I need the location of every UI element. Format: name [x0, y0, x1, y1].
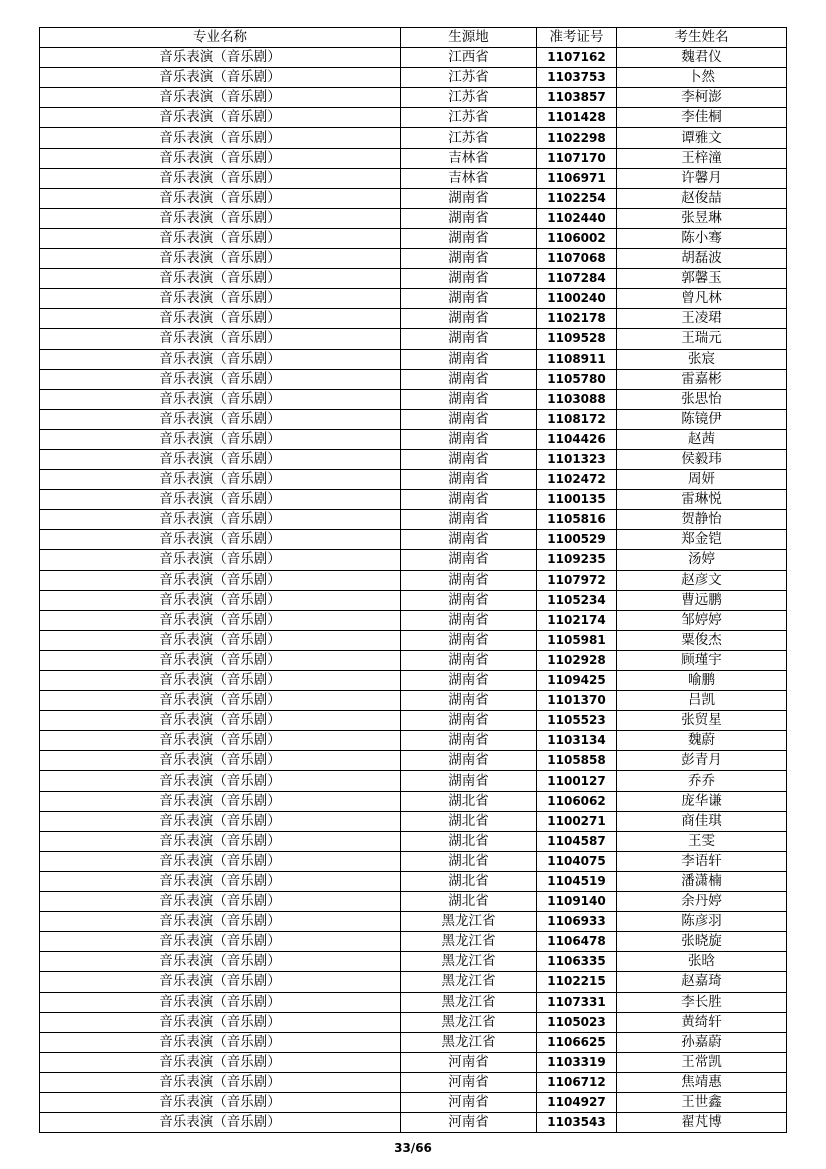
table-row [40, 1072, 787, 1092]
cell-name: 陈小骞 [617, 228, 787, 248]
table-row [40, 409, 787, 429]
table-row [40, 309, 787, 329]
cell-origin: 湖南省 [401, 249, 537, 269]
cell-name: 庞华谦 [617, 791, 787, 811]
cell-major: 音乐表演（音乐剧） [40, 510, 401, 530]
cell-exam-id: 1107162 [537, 48, 617, 68]
table-row [40, 249, 787, 269]
cell-name: 王雯 [617, 831, 787, 851]
cell-major: 音乐表演（音乐剧） [40, 249, 401, 269]
table-row [40, 449, 787, 469]
cell-name: 李佳桐 [617, 108, 787, 128]
cell-name: 贺静怡 [617, 510, 787, 530]
cell-exam-id: 1103857 [537, 88, 617, 108]
table-row [40, 992, 787, 1012]
cell-name: 王凌珺 [617, 309, 787, 329]
cell-name: 赵彦文 [617, 570, 787, 590]
table-row [40, 329, 787, 349]
cell-name: 陈镜伊 [617, 409, 787, 429]
cell-origin: 江苏省 [401, 128, 537, 148]
cell-major: 音乐表演（音乐剧） [40, 1012, 401, 1032]
cell-origin: 江苏省 [401, 68, 537, 88]
cell-origin: 黑龙江省 [401, 952, 537, 972]
cell-origin: 黑龙江省 [401, 972, 537, 992]
cell-name: 王常凯 [617, 1052, 787, 1072]
cell-name: 许馨月 [617, 168, 787, 188]
cell-exam-id: 1102440 [537, 208, 617, 228]
table-row [40, 68, 787, 88]
cell-exam-id: 1109140 [537, 892, 617, 912]
cell-exam-id: 1101428 [537, 108, 617, 128]
cell-exam-id: 1102174 [537, 610, 617, 630]
cell-major: 音乐表演（音乐剧） [40, 751, 401, 771]
cell-major: 音乐表演（音乐剧） [40, 610, 401, 630]
cell-major: 音乐表演（音乐剧） [40, 449, 401, 469]
cell-origin: 湖南省 [401, 650, 537, 670]
cell-name: 张晗 [617, 952, 787, 972]
cell-major: 音乐表演（音乐剧） [40, 349, 401, 369]
table-row [40, 871, 787, 891]
cell-origin: 湖南省 [401, 369, 537, 389]
cell-exam-id: 1102928 [537, 650, 617, 670]
table-row [40, 831, 787, 851]
cell-exam-id: 1103319 [537, 1052, 617, 1072]
cell-major: 音乐表演（音乐剧） [40, 791, 401, 811]
cell-major: 音乐表演（音乐剧） [40, 831, 401, 851]
table-row [40, 490, 787, 510]
table-row [40, 751, 787, 771]
cell-exam-id: 1105981 [537, 630, 617, 650]
table-row [40, 228, 787, 248]
table-row [40, 208, 787, 228]
header-exam-id: 准考证号 [537, 28, 617, 48]
cell-major: 音乐表演（音乐剧） [40, 871, 401, 891]
cell-origin: 河南省 [401, 1092, 537, 1112]
cell-exam-id: 1103543 [537, 1113, 617, 1133]
table-row [40, 1032, 787, 1052]
cell-major: 音乐表演（音乐剧） [40, 188, 401, 208]
cell-major: 音乐表演（音乐剧） [40, 1072, 401, 1092]
table-row [40, 932, 787, 952]
cell-name: 周妍 [617, 470, 787, 490]
cell-origin: 河南省 [401, 1072, 537, 1092]
cell-origin: 湖南省 [401, 691, 537, 711]
cell-exam-id: 1106062 [537, 791, 617, 811]
cell-major: 音乐表演（音乐剧） [40, 1113, 401, 1133]
cell-exam-id: 1101323 [537, 449, 617, 469]
cell-name: 孙嘉蔚 [617, 1032, 787, 1052]
cell-name: 彭青月 [617, 751, 787, 771]
table-row [40, 1113, 787, 1133]
table-row [40, 108, 787, 128]
table-row [40, 369, 787, 389]
cell-major: 音乐表演（音乐剧） [40, 1032, 401, 1052]
cell-major: 音乐表演（音乐剧） [40, 811, 401, 831]
cell-name: 李长胜 [617, 992, 787, 1012]
table-header-row [40, 28, 787, 48]
cell-major: 音乐表演（音乐剧） [40, 590, 401, 610]
cell-major: 音乐表演（音乐剧） [40, 148, 401, 168]
cell-major: 音乐表演（音乐剧） [40, 269, 401, 289]
cell-exam-id: 1107068 [537, 249, 617, 269]
cell-exam-id: 1107972 [537, 570, 617, 590]
table-row [40, 550, 787, 570]
cell-exam-id: 1102472 [537, 470, 617, 490]
cell-name: 赵茜 [617, 429, 787, 449]
table-row [40, 771, 787, 791]
cell-origin: 湖南省 [401, 671, 537, 691]
cell-name: 顾瑾宇 [617, 650, 787, 670]
cell-origin: 湖南省 [401, 550, 537, 570]
cell-major: 音乐表演（音乐剧） [40, 912, 401, 932]
cell-exam-id: 1100271 [537, 811, 617, 831]
table-row [40, 731, 787, 751]
cell-origin: 吉林省 [401, 168, 537, 188]
cell-name: 赵俊喆 [617, 188, 787, 208]
table-row [40, 168, 787, 188]
cell-exam-id: 1108172 [537, 409, 617, 429]
table-row [40, 289, 787, 309]
cell-exam-id: 1105234 [537, 590, 617, 610]
cell-exam-id: 1105023 [537, 1012, 617, 1032]
table-row [40, 1052, 787, 1072]
cell-origin: 湖南省 [401, 329, 537, 349]
cell-origin: 湖南省 [401, 530, 537, 550]
table-row [40, 912, 787, 932]
cell-origin: 湖南省 [401, 228, 537, 248]
cell-name: 潘潇楠 [617, 871, 787, 891]
table-row [40, 650, 787, 670]
cell-exam-id: 1100529 [537, 530, 617, 550]
cell-origin: 湖南省 [401, 208, 537, 228]
table-row [40, 530, 787, 550]
table-row [40, 269, 787, 289]
cell-origin: 湖南省 [401, 349, 537, 369]
table-row [40, 711, 787, 731]
cell-exam-id: 1106712 [537, 1072, 617, 1092]
table-row [40, 630, 787, 650]
cell-name: 张思怡 [617, 389, 787, 409]
cell-exam-id: 1103088 [537, 389, 617, 409]
table-row [40, 791, 787, 811]
cell-exam-id: 1104927 [537, 1092, 617, 1112]
cell-name: 郭馨玉 [617, 269, 787, 289]
table-row [40, 972, 787, 992]
table-row [40, 88, 787, 108]
cell-origin: 湖南省 [401, 510, 537, 530]
cell-exam-id: 1103753 [537, 68, 617, 88]
cell-origin: 湖南省 [401, 731, 537, 751]
cell-origin: 湖南省 [401, 570, 537, 590]
admission-list-table [39, 27, 787, 1133]
table-row [40, 851, 787, 871]
cell-major: 音乐表演（音乐剧） [40, 208, 401, 228]
cell-origin: 湖北省 [401, 851, 537, 871]
cell-exam-id: 1102215 [537, 972, 617, 992]
cell-exam-id: 1106933 [537, 912, 617, 932]
cell-origin: 湖南省 [401, 409, 537, 429]
cell-major: 音乐表演（音乐剧） [40, 309, 401, 329]
cell-exam-id: 1102298 [537, 128, 617, 148]
cell-name: 雷琳悦 [617, 490, 787, 510]
cell-major: 音乐表演（音乐剧） [40, 429, 401, 449]
table-row [40, 1012, 787, 1032]
cell-major: 音乐表演（音乐剧） [40, 711, 401, 731]
cell-origin: 湖北省 [401, 791, 537, 811]
cell-origin: 黑龙江省 [401, 992, 537, 1012]
cell-origin: 湖北省 [401, 892, 537, 912]
cell-origin: 黑龙江省 [401, 912, 537, 932]
cell-exam-id: 1104075 [537, 851, 617, 871]
cell-name: 李柯澎 [617, 88, 787, 108]
cell-major: 音乐表演（音乐剧） [40, 530, 401, 550]
cell-exam-id: 1102254 [537, 188, 617, 208]
cell-name: 雷嘉彬 [617, 369, 787, 389]
table-row [40, 610, 787, 630]
cell-origin: 河南省 [401, 1052, 537, 1072]
cell-exam-id: 1100127 [537, 771, 617, 791]
cell-origin: 湖南省 [401, 289, 537, 309]
cell-origin: 湖南省 [401, 429, 537, 449]
cell-origin: 湖南省 [401, 389, 537, 409]
cell-major: 音乐表演（音乐剧） [40, 1092, 401, 1112]
cell-origin: 湖南省 [401, 309, 537, 329]
cell-name: 张昱琳 [617, 208, 787, 228]
cell-origin: 湖南省 [401, 751, 537, 771]
cell-major: 音乐表演（音乐剧） [40, 550, 401, 570]
table-row [40, 389, 787, 409]
cell-origin: 湖南省 [401, 771, 537, 791]
cell-major: 音乐表演（音乐剧） [40, 731, 401, 751]
cell-major: 音乐表演（音乐剧） [40, 630, 401, 650]
cell-name: 曾凡林 [617, 289, 787, 309]
cell-exam-id: 1106002 [537, 228, 617, 248]
page-number: 33/66 [394, 1141, 432, 1155]
table-row [40, 148, 787, 168]
cell-name: 邹婷婷 [617, 610, 787, 630]
table-row [40, 128, 787, 148]
cell-major: 音乐表演（音乐剧） [40, 68, 401, 88]
cell-origin: 吉林省 [401, 148, 537, 168]
cell-exam-id: 1105523 [537, 711, 617, 731]
table-row [40, 691, 787, 711]
table-row [40, 429, 787, 449]
cell-exam-id: 1109235 [537, 550, 617, 570]
cell-name: 侯毅玮 [617, 449, 787, 469]
cell-major: 音乐表演（音乐剧） [40, 470, 401, 490]
cell-major: 音乐表演（音乐剧） [40, 329, 401, 349]
header-origin: 生源地 [401, 28, 537, 48]
cell-name: 魏君仪 [617, 48, 787, 68]
cell-name: 汤婷 [617, 550, 787, 570]
cell-name: 粟俊杰 [617, 630, 787, 650]
cell-origin: 湖南省 [401, 630, 537, 650]
cell-exam-id: 1104426 [537, 429, 617, 449]
cell-name: 焦靖惠 [617, 1072, 787, 1092]
cell-name: 张晓旋 [617, 932, 787, 952]
cell-origin: 黑龙江省 [401, 1012, 537, 1032]
cell-name: 谭雅文 [617, 128, 787, 148]
cell-name: 卜然 [617, 68, 787, 88]
cell-exam-id: 1100240 [537, 289, 617, 309]
cell-origin: 江苏省 [401, 88, 537, 108]
cell-name: 王瑞元 [617, 329, 787, 349]
cell-exam-id: 1106625 [537, 1032, 617, 1052]
cell-exam-id: 1107170 [537, 148, 617, 168]
cell-origin: 河南省 [401, 1113, 537, 1133]
cell-name: 胡磊波 [617, 249, 787, 269]
cell-origin: 湖南省 [401, 449, 537, 469]
cell-major: 音乐表演（音乐剧） [40, 409, 401, 429]
cell-major: 音乐表演（音乐剧） [40, 952, 401, 972]
cell-major: 音乐表演（音乐剧） [40, 972, 401, 992]
cell-major: 音乐表演（音乐剧） [40, 108, 401, 128]
cell-origin: 黑龙江省 [401, 932, 537, 952]
cell-exam-id: 1101370 [537, 691, 617, 711]
cell-name: 王梓潼 [617, 148, 787, 168]
cell-name: 乔乔 [617, 771, 787, 791]
table-row [40, 590, 787, 610]
cell-exam-id: 1106478 [537, 932, 617, 952]
cell-major: 音乐表演（音乐剧） [40, 289, 401, 309]
cell-name: 黄绮轩 [617, 1012, 787, 1032]
cell-exam-id: 1109528 [537, 329, 617, 349]
cell-exam-id: 1104519 [537, 871, 617, 891]
cell-name: 赵嘉琦 [617, 972, 787, 992]
cell-name: 曹远鹏 [617, 590, 787, 610]
cell-major: 音乐表演（音乐剧） [40, 671, 401, 691]
cell-exam-id: 1106971 [537, 168, 617, 188]
cell-major: 音乐表演（音乐剧） [40, 1052, 401, 1072]
cell-name: 商佳琪 [617, 811, 787, 831]
table-row [40, 188, 787, 208]
cell-major: 音乐表演（音乐剧） [40, 369, 401, 389]
cell-exam-id: 1107331 [537, 992, 617, 1012]
cell-major: 音乐表演（音乐剧） [40, 48, 401, 68]
cell-exam-id: 1105858 [537, 751, 617, 771]
cell-major: 音乐表演（音乐剧） [40, 851, 401, 871]
cell-major: 音乐表演（音乐剧） [40, 771, 401, 791]
cell-name: 张宸 [617, 349, 787, 369]
table-row [40, 952, 787, 972]
cell-origin: 湖南省 [401, 188, 537, 208]
cell-major: 音乐表演（音乐剧） [40, 389, 401, 409]
cell-major: 音乐表演（音乐剧） [40, 168, 401, 188]
cell-exam-id: 1106335 [537, 952, 617, 972]
cell-origin: 湖南省 [401, 711, 537, 731]
cell-exam-id: 1107284 [537, 269, 617, 289]
cell-name: 李语轩 [617, 851, 787, 871]
cell-origin: 湖北省 [401, 871, 537, 891]
cell-origin: 湖北省 [401, 811, 537, 831]
cell-origin: 湖北省 [401, 831, 537, 851]
table-row [40, 892, 787, 912]
cell-major: 音乐表演（音乐剧） [40, 228, 401, 248]
table-row [40, 671, 787, 691]
cell-name: 喻鹏 [617, 671, 787, 691]
cell-major: 音乐表演（音乐剧） [40, 570, 401, 590]
cell-major: 音乐表演（音乐剧） [40, 932, 401, 952]
table-row [40, 510, 787, 530]
header-major: 专业名称 [40, 28, 401, 48]
cell-name: 魏蔚 [617, 731, 787, 751]
table-row [40, 570, 787, 590]
cell-origin: 湖南省 [401, 269, 537, 289]
cell-major: 音乐表演（音乐剧） [40, 892, 401, 912]
table-row [40, 1092, 787, 1112]
cell-name: 翟芃博 [617, 1113, 787, 1133]
header-name: 考生姓名 [617, 28, 787, 48]
cell-exam-id: 1108911 [537, 349, 617, 369]
cell-name: 张贸星 [617, 711, 787, 731]
cell-name: 王世鑫 [617, 1092, 787, 1112]
cell-origin: 江苏省 [401, 108, 537, 128]
cell-exam-id: 1104587 [537, 831, 617, 851]
cell-major: 音乐表演（音乐剧） [40, 650, 401, 670]
cell-name: 郑金铠 [617, 530, 787, 550]
cell-name: 吕凯 [617, 691, 787, 711]
cell-exam-id: 1102178 [537, 309, 617, 329]
cell-exam-id: 1105780 [537, 369, 617, 389]
cell-name: 陈彦羽 [617, 912, 787, 932]
table-row [40, 811, 787, 831]
cell-origin: 湖南省 [401, 470, 537, 490]
cell-origin: 湖南省 [401, 490, 537, 510]
table-row [40, 349, 787, 369]
cell-origin: 江西省 [401, 48, 537, 68]
cell-origin: 湖南省 [401, 590, 537, 610]
cell-major: 音乐表演（音乐剧） [40, 992, 401, 1012]
table-row [40, 470, 787, 490]
table-body [40, 48, 787, 1133]
cell-origin: 黑龙江省 [401, 1032, 537, 1052]
cell-major: 音乐表演（音乐剧） [40, 490, 401, 510]
table-row [40, 48, 787, 68]
cell-exam-id: 1105816 [537, 510, 617, 530]
cell-exam-id: 1109425 [537, 671, 617, 691]
cell-major: 音乐表演（音乐剧） [40, 88, 401, 108]
cell-name: 余丹婷 [617, 892, 787, 912]
cell-exam-id: 1103134 [537, 731, 617, 751]
cell-exam-id: 1100135 [537, 490, 617, 510]
cell-origin: 湖南省 [401, 610, 537, 630]
cell-major: 音乐表演（音乐剧） [40, 691, 401, 711]
cell-major: 音乐表演（音乐剧） [40, 128, 401, 148]
